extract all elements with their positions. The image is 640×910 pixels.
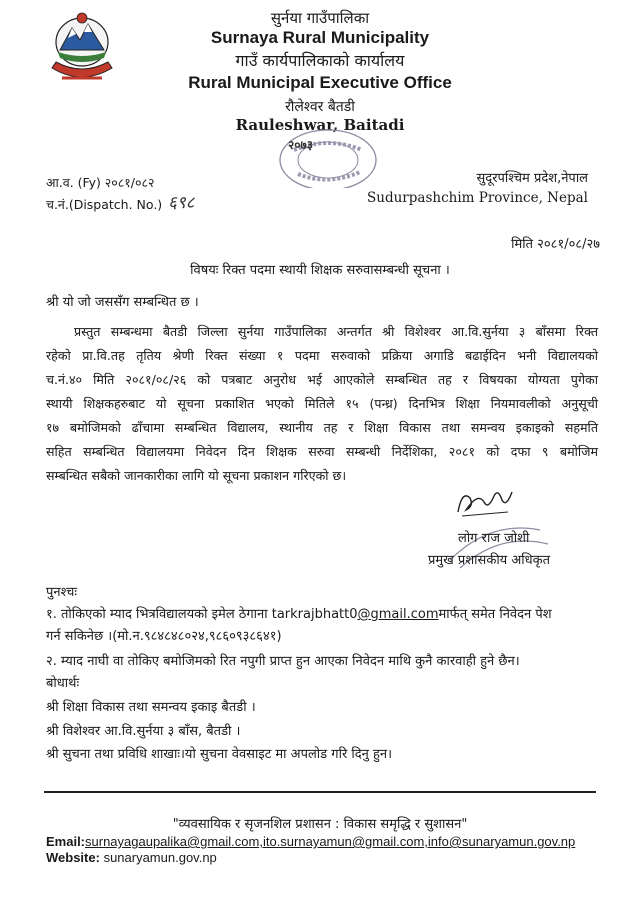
- postscript-item-2: २. म्याद नाघी वा तोकिए बमोजिमको रित नपुगी प्राप्त हुन आएका निवेदन माथि कुनै कारवाही हुने छैन।: [46, 654, 520, 669]
- office-name-en: Rural Municipal Executive Office: [188, 73, 452, 92]
- place-name-np: रौलेश्वर बैतडी: [285, 99, 355, 115]
- website-label: Website:: [46, 850, 100, 865]
- cc-item: श्री विशेश्वर आ.वि.सुर्नया ३ बाँस, बैतडी ।: [46, 724, 241, 739]
- body-line: स्थायी शिक्षकहरुबाट यो सूचना प्रकाशित भएको मितिले १५ (पन्ध्र) दिनभित्र शिक्षा नियमावलीको अनुसूची: [46, 396, 598, 411]
- website-url[interactable]: sunaryamun.gov.np: [103, 850, 217, 865]
- body-line: च.नं.४० मिति २०८१/०८/२६ को पत्रबाट अनुरोध भई आएकोले सम्बन्धित तह र विषयका योग्यता पुगेका: [46, 372, 598, 387]
- fiscal-year: आ.व. (Fy) २०८१/०८२: [46, 175, 155, 190]
- email-label: Email:: [46, 834, 86, 849]
- stamp-year: २०७३: [288, 138, 313, 152]
- body-line: प्रस्तुत सम्बन्धमा बैतडी जिल्ला सुर्नया गाउँपालिका अन्तर्गत श्री विशेश्वर आ.वि.सुर्नया ३ बाँसमा रिक्त: [74, 324, 598, 339]
- province-en: Sudurpashchim Province, Nepal: [367, 190, 588, 206]
- letter-body: [46, 320, 598, 488]
- email-link[interactable]: @gmail.com: [357, 607, 439, 622]
- postscript-item-1-prefix: १. तोकिएको म्याद भित्रविद्यालयको इमेल ठेगाना tarkrajbhatt0: [46, 607, 358, 622]
- body-line: सम्बन्धित सबैको जानकारीका लागि यो सूचना प्रकाशन गरिएको छ।: [46, 468, 347, 483]
- postscript-item-1-line2: गर्न सकिनेछ ।(मो.न.९८४८४८०२४,९८६०९३८६४१): [46, 629, 282, 644]
- dispatch-label: च.नं.(Dispatch. No.): [46, 197, 163, 212]
- office-name-np: गाउँ कार्यपालिकाको कार्यालय: [235, 51, 405, 70]
- signer-name: लोग राज जोशी: [458, 531, 530, 546]
- footer-email: [46, 834, 575, 849]
- place-name-en: Rauleshwar, Baitadi: [235, 116, 405, 134]
- municipality-name-en: Surnaya Rural Municipality: [210, 28, 430, 47]
- dispatch-number: ६९८: [168, 193, 195, 213]
- postscript-heading: पुनश्चः: [46, 585, 78, 600]
- cc-item: श्री शिक्षा विकास तथा समन्वय इकाइ बैतडी ।: [46, 700, 256, 715]
- office-seal-stamp: [270, 118, 380, 188]
- postscript-item-1: [46, 604, 552, 622]
- letter-date: मिति २०८१/०८/२७: [511, 237, 600, 252]
- body-line: सहित सम्बन्धित विद्यालयमा निवेदन दिन शिक्षक सरुवा सम्बन्धी निर्देशिका, २०८१ को दफा ९ बमोजिम: [46, 444, 598, 459]
- body-line: १७ बमोजिमको ढाँचामा सम्बन्धित विद्यालय, स्थानीय तह र शिक्षा विकास तथा समन्वय इकाइको सहमति: [46, 420, 598, 435]
- signer-title: प्रमुख प्रशासकीय अधिकृत: [428, 553, 551, 568]
- province-np: सुदूरपश्चिम प्रदेश,नेपाल: [476, 171, 588, 186]
- footer-email-links[interactable]: surnayagaupalika@gmail.com,ito.surnayamun@gmail.com,info@sunaryamun.gov.np: [85, 834, 576, 849]
- footer-website: [46, 850, 217, 865]
- municipality-name-np: सुर्नया गाउँपालिका: [270, 9, 370, 27]
- letter-subject: विषयः रिक्त पदमा स्थायी शिक्षक सरुवासम्बन्धी सूचना ।: [190, 263, 450, 278]
- cc-heading: बोधार्थः: [46, 676, 80, 691]
- cc-item: श्री सुचना तथा प्रविधि शाखाः।यो सुचना वेवसाइट मा अपलोड गरि दिनु हुन।: [46, 747, 393, 762]
- postscript-item-1-suffix: मार्फत् समेत निवेदन पेश: [438, 607, 552, 622]
- footer-divider: [44, 791, 596, 793]
- footer-motto: "व्यवसायिक र सृजनशिल प्रशासन : विकास समृद्धि र सुशासन": [172, 817, 468, 832]
- letter-salutation: श्री यो जो जससँग सम्बन्धित छ ।: [46, 295, 199, 310]
- body-line: रहेको प्रा.वि.तह तृतिय श्रेणी रिक्त संख्या १ पदमा सरुवाको प्रक्रिया अगाडि बढाईदिन भनी विद्यालयको: [46, 348, 598, 363]
